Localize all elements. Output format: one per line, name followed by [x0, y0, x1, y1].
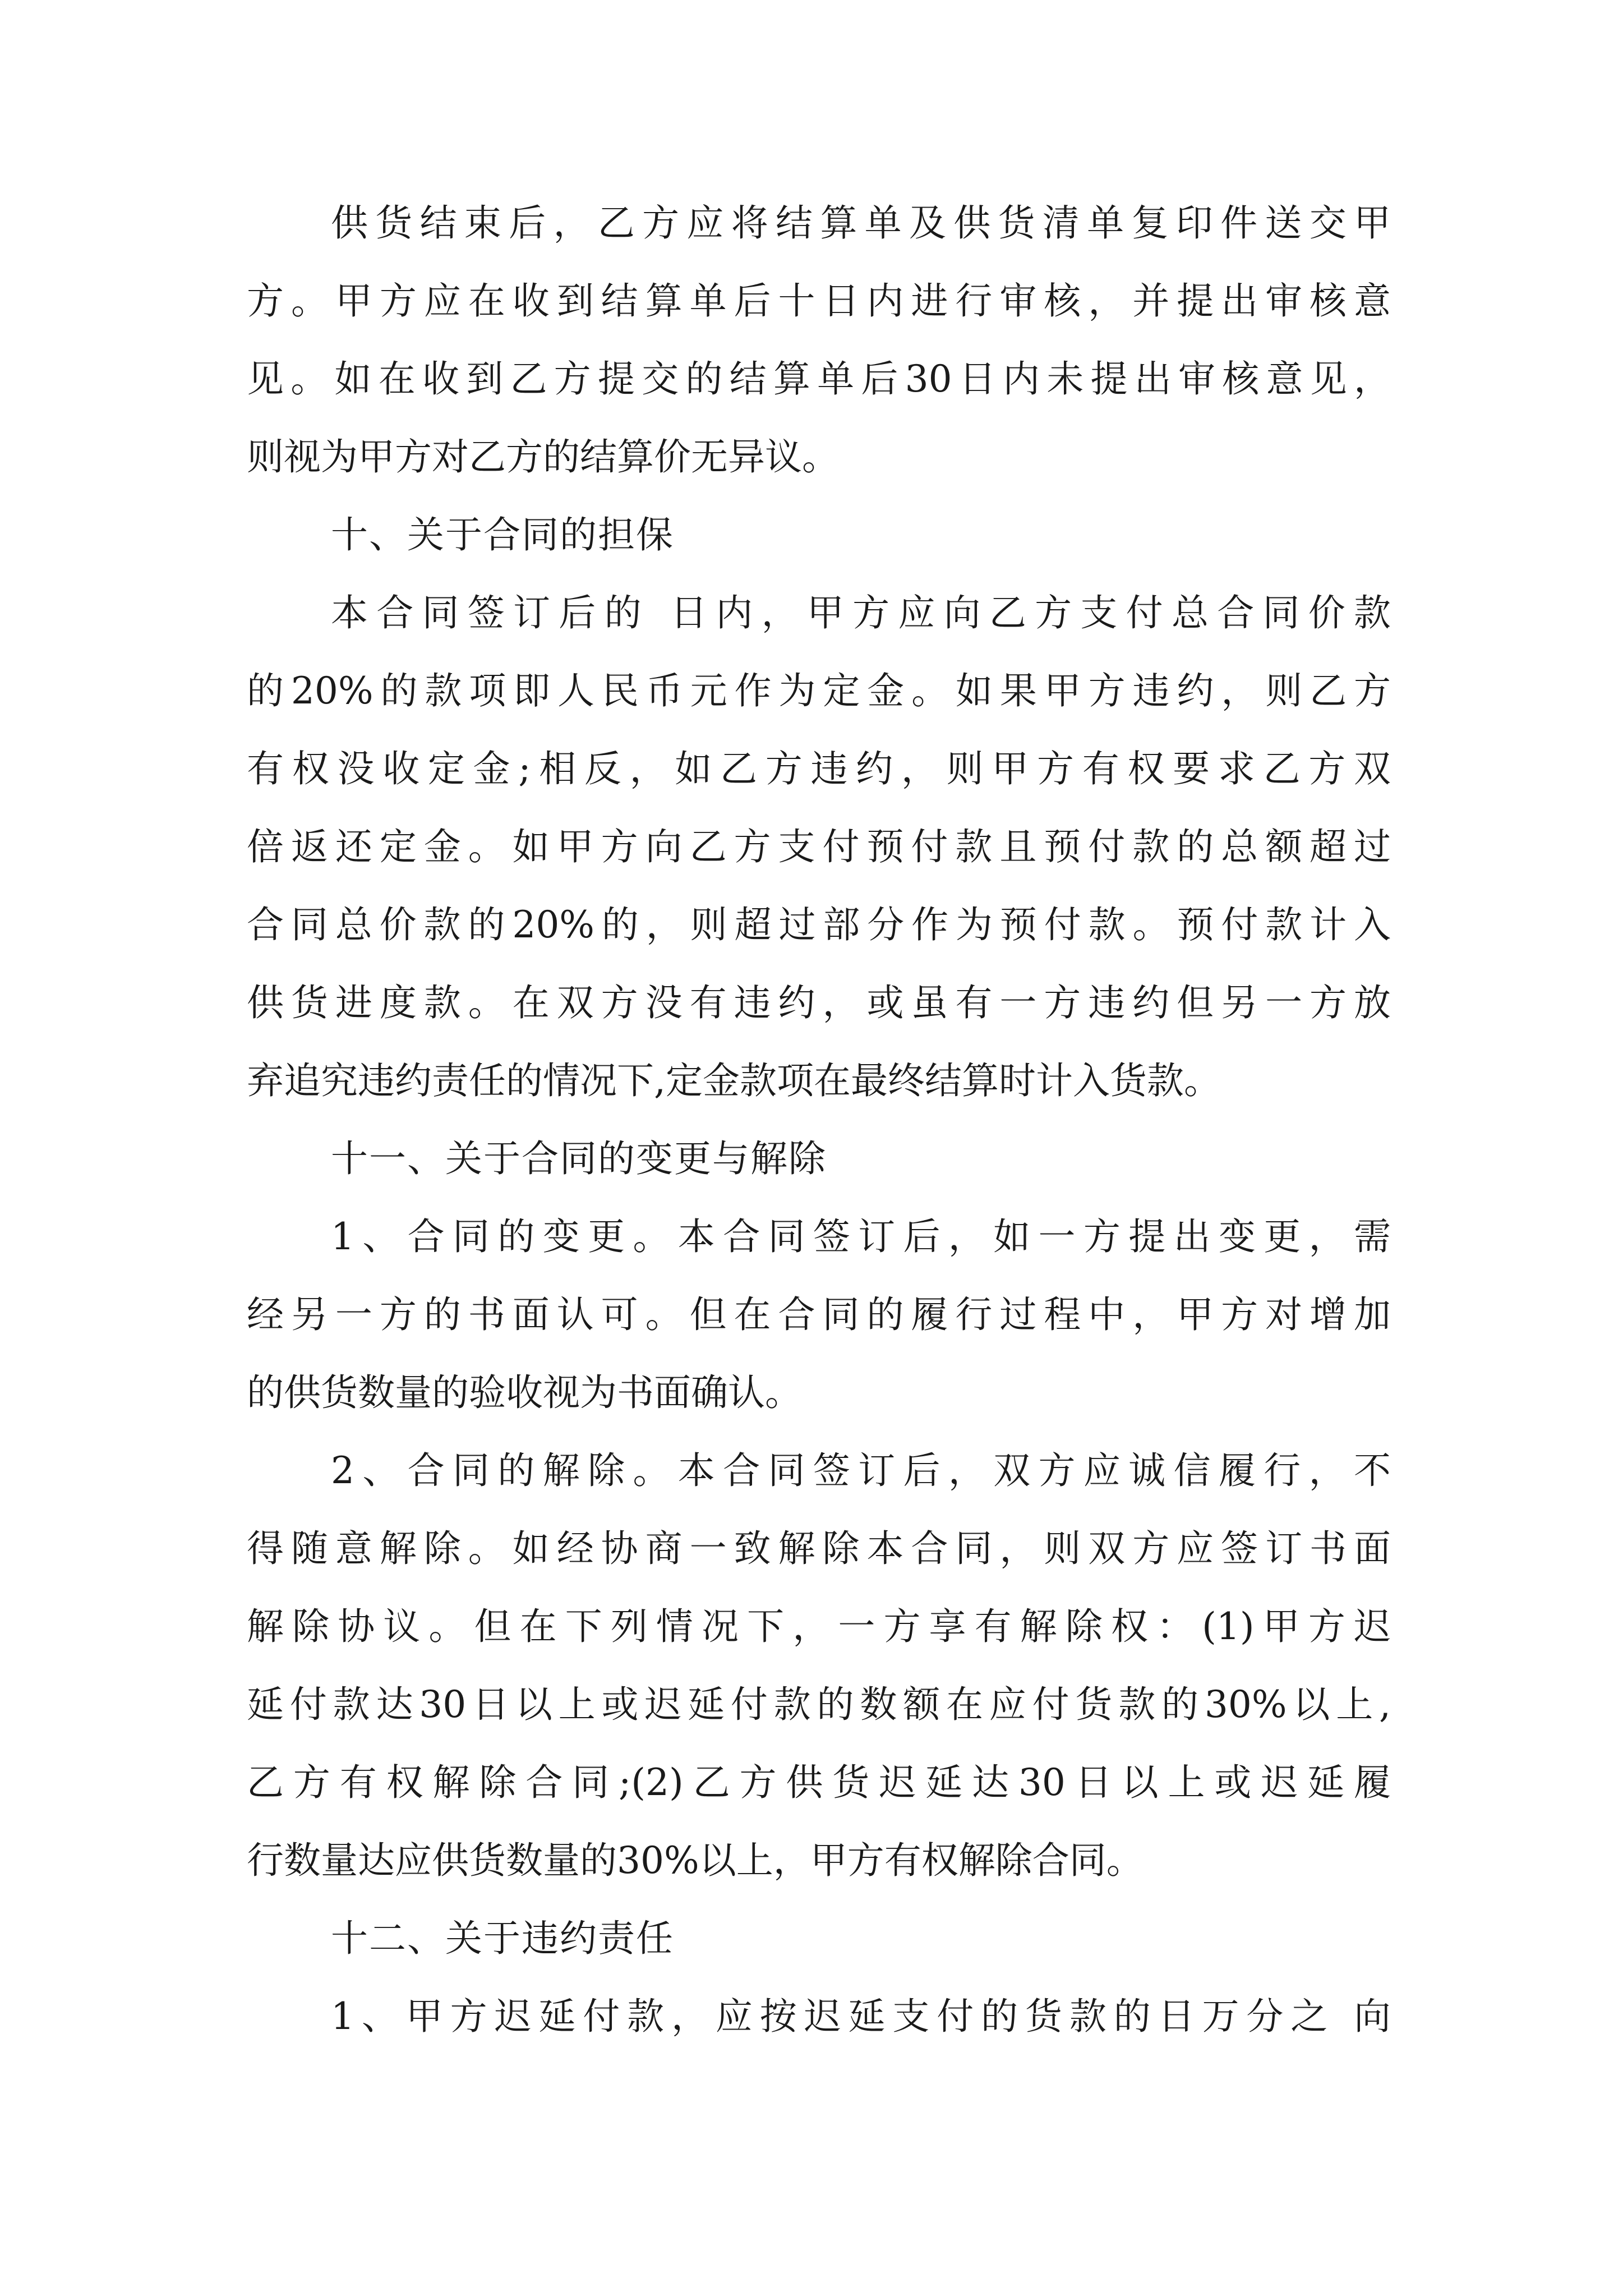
paragraph-line: 行数量达应供货数量的30%以上，甲方有权解除合同。 [247, 1839, 1144, 1882]
paragraph-line: 得随意解除。如经协商一致解除本合同，则双方应签订书面 [247, 1527, 1391, 1570]
paragraph-line: 的供货数量的验收视为书面确认。 [247, 1371, 802, 1414]
paragraph-line: 经另一方的书面认可。但在合同的履行过程中，甲方对增加 [247, 1293, 1391, 1336]
paragraph-line: 合同总价款的20%的，则超过部分作为预付款。预付款计入 [247, 903, 1391, 946]
paragraph-line: 延付款达30日以上或迟延付款的数额在应付货款的30%以上, [247, 1683, 1391, 1726]
paragraph-line: 倍返还定金。如甲方向乙方支付预付款且预付款的总额超过 [247, 825, 1391, 868]
paragraph-line: 解除协议。但在下列情况下，一方享有解除权：(1)甲方迟 [247, 1605, 1391, 1648]
paragraph-line: 1、合同的变更。本合同签订后，如一方提出变更，需 [331, 1215, 1391, 1258]
paragraph-line: 2、合同的解除。本合同签订后，双方应诚信履行，不 [331, 1449, 1391, 1492]
paragraph-line: 乙方有权解除合同;(2)乙方供货迟延达30日以上或迟延履 [247, 1761, 1391, 1804]
paragraph-line: 则视为甲方对乙方的结算价无异议。 [247, 435, 839, 478]
section-heading: 十二、关于违约责任 [331, 1917, 674, 1960]
paragraph-line: 的20%的款项即人民币元作为定金。如果甲方违约，则乙方 [247, 669, 1391, 712]
section-heading: 十一、关于合同的变更与解除 [331, 1137, 827, 1180]
paragraph-line: 见。如在收到乙方提交的结算单后30日内未提出审核意见， [247, 357, 1391, 401]
paragraph-line: 方。甲方应在收到结算单后十日内进行审核，并提出审核意 [247, 279, 1391, 323]
section-heading: 十、关于合同的担保 [331, 513, 674, 556]
paragraph-line: 1、甲方迟延付款，应按迟延支付的货款的日万分之 向 [331, 1995, 1391, 2038]
paragraph-line: 有权没收定金;相反，如乙方违约，则甲方有权要求乙方双 [247, 747, 1391, 790]
paragraph-line: 本合同签订后的 日内，甲方应向乙方支付总合同价款 [331, 591, 1391, 634]
paragraph-line: 弃追究违约责任的情况下,定金款项在最终结算时计入货款。 [247, 1059, 1221, 1102]
paragraph-line: 供货进度款。在双方没有违约，或虽有一方违约但另一方放 [247, 981, 1391, 1024]
paragraph-line: 供货结束后，乙方应将结算单及供货清单复印件送交甲 [331, 201, 1391, 245]
